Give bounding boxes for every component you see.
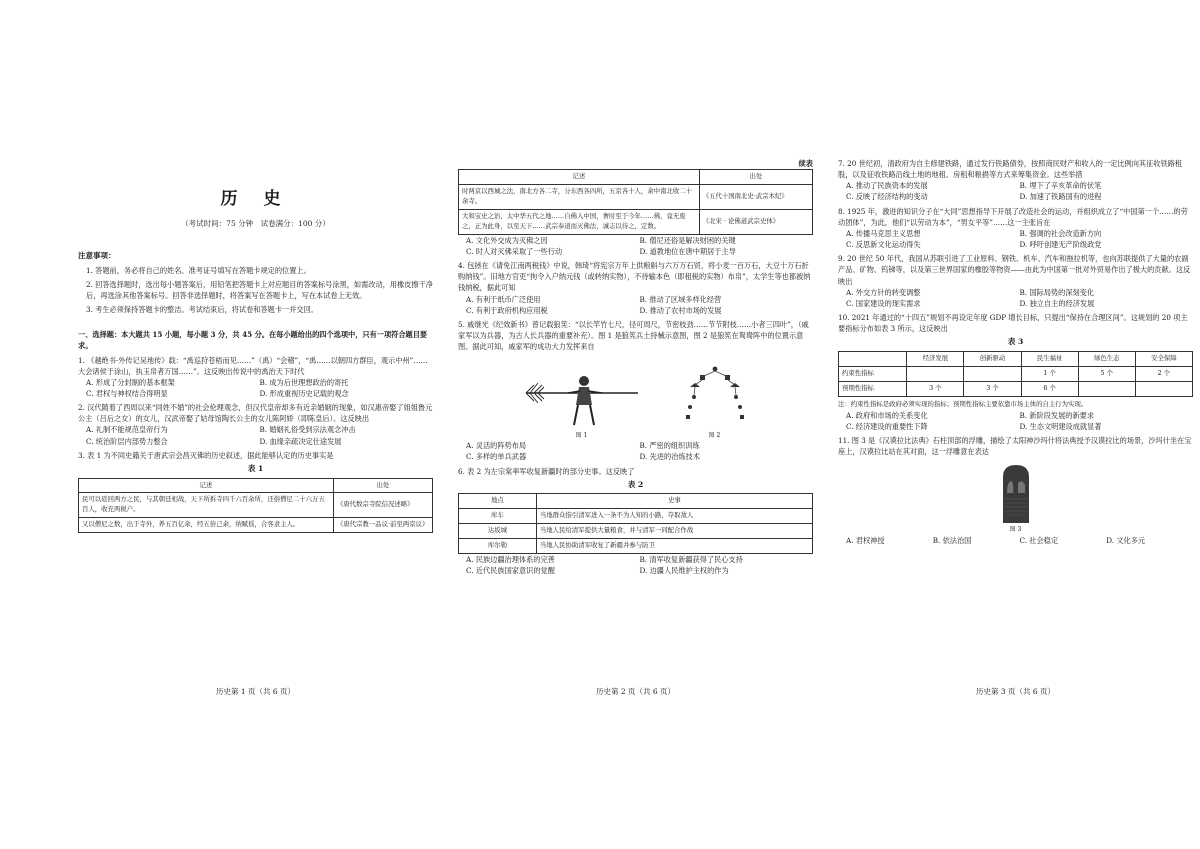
question-4-options: [458, 294, 813, 316]
option: B. 成为后世理想政治的寄托: [259, 377, 349, 387]
table-header-cell: 出处: [333, 478, 432, 493]
option: C. 君权与神权结合得明显: [86, 389, 168, 398]
exam-title: 历 史: [220, 189, 291, 209]
exam-page-1: [78, 158, 433, 698]
option: D. 呼吁创建无产阶级政党: [1019, 240, 1102, 250]
option: A. 形成了分封制的基本框架: [86, 377, 175, 387]
notice-item: 2. 回答选择题时，选出每小题答案后，用铅笔把答题卡上对应题目的答案标号涂黑，如需改动，用橡皮擦干净后，再选涂其他答案标号。回答非选择题时，将答案写在答题卡上，写在本试卷上无效。: [86, 279, 433, 300]
table-2: [458, 493, 813, 554]
exam-page-3: [838, 158, 1193, 698]
figure-1: [522, 367, 642, 440]
option: D. 独立自主的经济发展: [1019, 298, 1095, 308]
hammurabi-stele-image: [999, 463, 1033, 523]
table-continued-label: 续表: [798, 159, 813, 168]
question-8: 8. 1925 年，激进的知识分子在“大同”思想指导下开展了改造社会的运动，并组织成立了“中国第一个……的劳动团体”，为此，他们“以劳动为本”，“男女平等”……这一主张旨在: [838, 206, 1188, 227]
page-footer: 历史第 1 页（共 6 页）: [215, 687, 296, 697]
option: D. 文化多元: [1106, 535, 1146, 545]
table-row: [79, 518, 433, 533]
question-10-options: [838, 410, 1193, 432]
section-heading: 一、选择题：本大题共 15 小题，每小题 3 分，共 45 分。在每小题给出的四个选项中，只有一项符合题目要求。: [78, 330, 428, 351]
notice-heading: 注意事项：: [78, 250, 116, 260]
option: A. 灵活的阵势布局: [466, 441, 527, 451]
table-1: [78, 478, 433, 534]
table-1-continued: [458, 169, 813, 235]
table-header-cell: 记述: [459, 170, 700, 185]
notice-item: 3. 考生必须保持答题卡的整洁。考试结束后，将试卷和答题卡一并交回。: [86, 305, 318, 315]
table-row: [459, 539, 813, 554]
table-header-cell: 绿色生态: [1078, 351, 1135, 366]
mandarin-duck-formation-diagram: [680, 363, 750, 429]
question-7-options: [838, 180, 1193, 202]
table-cell: 时两京以西城之法，南北方各二寺，分东西各四所，五京各十人，余中南北收二十余寺。: [459, 185, 700, 210]
option: A. 礼制不能规范皇帝行为: [86, 425, 168, 435]
question-1-options: [78, 377, 433, 399]
question-11-options: [838, 535, 1193, 546]
option: A. 民族边疆治理体系的完善: [466, 555, 555, 565]
question-10: 10. 2021 年通过的“十四五”规划不再设定年度 GDP 增长目标，只提出“保持在合理区间”。这规划的 20 项主要指标分布如表 3 所示，这反映出: [838, 313, 1188, 334]
option: C. 多样的单兵武器: [466, 452, 527, 462]
option: B. 推动了区域多样化经营: [639, 294, 722, 304]
table-3-note: 注：约束性指标是政府必须实现的指标；预期性指标主要依靠市场主体的自主行为实现。: [838, 399, 1088, 408]
table-header-cell: 安全保障: [1135, 351, 1192, 366]
option: B. 婚姻礼俗受到宗法观念冲击: [259, 425, 356, 435]
table-cell: 又以僧尼之数，出于寺外，养五百亿余，经五倍己余，纳赋徭，合客隶主人。: [79, 518, 334, 533]
table-cell: [964, 366, 1021, 381]
question-3: 3. 表 1 为不同史籍关于唐武宗会昌灭佛的历史叙述，据此能够认定的历史事实是: [78, 450, 334, 460]
table-cell: 2 个: [1135, 366, 1192, 381]
option: A. 传播马克思主义思想: [846, 228, 921, 238]
question-9-options: [838, 287, 1193, 309]
table-cell: 当地群众指引清军进入一条不为人知的小路，夺取敌人: [536, 509, 812, 524]
option: A. 君权神授: [846, 535, 885, 545]
soldier-with-langxian-image: [522, 367, 642, 429]
table-cell: [1135, 381, 1192, 396]
option: B. 埋下了辛亥革命的伏笔: [1019, 181, 1102, 191]
table-cell: 5 个: [1078, 366, 1135, 381]
table-cell: 3 个: [907, 381, 964, 396]
option: C. 反思新文化运动得失: [846, 240, 921, 250]
table-cell: 6 个: [1021, 381, 1078, 396]
question-2: 2. 汉代随着了西周以来“同姓不婚”的社会伦理观念，但汉代皇帝却多有近亲婚姻的现象，如汉惠帝娶了姐姐鲁元公主（吕后之女）的女儿，汉武帝娶了姑母馆陶长公主的女儿陈阿娇（即陈皇后）。这反映出: [78, 403, 433, 424]
table-3-caption: 表 3: [1007, 337, 1024, 347]
table-1-caption: 表 1: [247, 463, 264, 473]
table-row: [459, 185, 813, 210]
option: A. 政府和市场的关系变化: [846, 410, 928, 420]
question-11: 11. 图 3 是《汉谟拉比法典》石柱顶部的浮雕，描绘了太阳神沙玛什将法典授予汉谟拉比的场景，沙玛什坐在宝座上，汉谟拉比站在其对面，这一浮雕意在表达: [838, 435, 1192, 457]
table-header-cell: 经济发展: [907, 351, 964, 366]
table-cell: 大和宝史之治，太中华五代之地……自佛入中国，奢时至于今年……佛，竟无废之，正为此身，以至天下……武宗奉道而灭佛法，诚志以待之，定数。: [459, 209, 700, 234]
question-4: 4. 包拯在《请免江南两税钱》中说，韩琦“将宪宗万年上供粮斛与六万万石贸，将小麦一百万石，大豆十万石折购纳钱”。旧地方官吏“拘令入户纳元钱（或转纳实物），不待输本色（即租税的实物）布帛”，太学生等也都被纳钱纳税，据此可知: [458, 261, 811, 293]
option: B. 清军收复新疆获得了民心支持: [639, 555, 743, 565]
table-cell: 预期性指标: [839, 381, 907, 396]
table-cell: 《北宋 · 论佛道武宗史体》: [699, 209, 812, 234]
option: C. 时人对灭佛采取了一些行动: [466, 246, 563, 256]
table-header-cell: 记述: [79, 478, 334, 493]
notice-list: [78, 265, 433, 316]
table-cell: 《唐代数宗寺院信况述略》: [333, 493, 432, 518]
option: C. 经济建设的重要性下降: [846, 421, 928, 431]
option: B. 严密的组织训练: [639, 441, 700, 451]
table-cell: 库车: [459, 509, 537, 524]
figure-3-caption: 图 3: [1009, 526, 1022, 534]
option: C. 社会稳定: [1019, 535, 1059, 545]
table-header-cell: 出处: [699, 170, 812, 185]
exam-subtitle: （考试时间：75 分钟 试卷满分：100 分）: [181, 219, 330, 229]
table-cell: 1 个: [1021, 366, 1078, 381]
option: A. 文化外交成为灭佛之因: [466, 235, 548, 245]
page-footer: 历史第 3 页（共 6 页）: [975, 687, 1056, 697]
page-footer: 历史第 2 页（共 6 页）: [595, 687, 676, 697]
question-1: 1. 《越绝书·外传记吴地传》载：“禹巡狩苍梧而见……”（禹）“会稽”，“禹……以朝四方群臣，观示中州”……大会诸侯于涂山，执玉帛者万国……”。这反映出传说中的禹治天下时代: [78, 355, 428, 376]
table-cell: 当地人民给清军提供大量粮食，并与清军一同配合作战: [536, 524, 812, 539]
option: B. 僧尼还俗是解决财困的关键: [639, 235, 736, 245]
table-header-cell: 地点: [459, 494, 537, 509]
table-header-cell: 民生福祉: [1021, 351, 1078, 366]
table-row: [459, 209, 813, 234]
exam-page-2: [458, 158, 813, 698]
option: D. 边疆人民维护主权的作为: [639, 566, 729, 576]
option: D. 形成重视历史记载的观念: [259, 389, 349, 398]
option: D. 推动了农村市场的发展: [639, 305, 722, 315]
table-cell: 库尔勒: [459, 539, 537, 554]
question-7: 7. 20 世纪初，清政府为自主修建铁路，通过发行铁路债券，按照商民财产和收入的一定比例向其征收铁路租股，以及征收铁路沿线土地的地租、房租和粮捐等方式来筹集资金。这些举措: [838, 159, 1183, 180]
option: C. 反映了经济结构的变动: [846, 192, 928, 202]
table-row: [839, 366, 1193, 381]
notice-item: 1. 答题前，务必将自己的姓名、准考证号填写在答题卡规定的位置上。: [86, 265, 311, 275]
option: A. 推动了民族资本的发展: [846, 181, 928, 191]
table-cell: 民可以返回两方之民，与其朝廷相战，天下所拆寺四千六百余所，还俗僧尼二十六万五百人，收充两税户。: [79, 493, 334, 518]
option: C. 统治阶层内部势力整合: [86, 436, 168, 446]
option: B. 依法治国: [932, 535, 972, 545]
question-6-options: [458, 554, 813, 576]
table-cell: 《五代十国南北史·武宗本纪》: [699, 185, 812, 210]
table-cell: 约束性指标: [839, 366, 907, 381]
table-header-cell: 创新驱动: [964, 351, 1021, 366]
question-8-options: [838, 228, 1193, 250]
figure-1-caption: 图 1: [575, 432, 588, 440]
table-cell: 当地人民协助清军收复了新疆并参与防卫: [536, 539, 812, 554]
figure-2-caption: 图 2: [708, 432, 721, 440]
option: D. 生态文明建设成就显著: [1019, 421, 1102, 431]
table-cell: 《唐代宗教一品议·前至两京议》: [333, 518, 432, 533]
option: C. 有利于政府机构应用税: [466, 305, 548, 315]
table-cell: 3 个: [964, 381, 1021, 396]
option: D. 先进的冶炼技术: [639, 452, 700, 462]
question-5: 5. 戚继光《纪效新书》曾记载狼筅：“以长竿竹七尺，径可周尺，节密枝劲……节节附枝……小者三四叶”，（戚家军以为兵器，为古人长兵器的重要补充）。图 1 是狼筅兵士持械示意图，图 2 是狼筅在鸳鸯阵中的位置示意图。据此可知，戚家军的成功大力发挥来自: [458, 319, 809, 352]
option: B. 新阶段发展的新要求: [1019, 410, 1095, 420]
question-6: 6. 表 2 为左宗棠率军收复新疆时的部分史事。这反映了: [458, 466, 635, 476]
figure-3: [838, 457, 1193, 534]
question-3-options: [458, 235, 813, 257]
option: D. 血缘亲疏决定仕途发展: [259, 436, 342, 446]
table-cell: [1078, 381, 1135, 396]
option: C. 国家建设的现实需求: [846, 298, 921, 308]
question-5-figures: [458, 356, 813, 440]
table-2-caption: 表 2: [627, 479, 644, 489]
option: A. 外交方针的转变调整: [846, 287, 921, 297]
table-header-cell: 史事: [536, 494, 812, 509]
question-2-options: [78, 424, 433, 446]
option: C. 近代民族国家意识的觉醒: [466, 566, 555, 576]
option: D. 加速了铁路国有的进程: [1019, 192, 1102, 202]
table-row: [459, 509, 813, 524]
table-row: [839, 381, 1193, 396]
question-9: 9. 20 世纪 50 年代，我国从苏联引进了工业原料、钢铁、机车、汽车和拖拉机等，也向苏联提供了大量的农副产品、矿物、钨锑等，以及第三世界国家的橡胶等物资——由此为中国第一批对外贸易作出了极大的贡献。这反映出: [838, 254, 1191, 286]
option: D. 道教地位在唐中期居于主导: [639, 246, 736, 256]
table-cell: [907, 366, 964, 381]
option: B. 国际局势的深刻变化: [1019, 287, 1095, 297]
table-header-cell: [839, 351, 907, 366]
question-5-options: [458, 440, 813, 462]
figure-2: [680, 363, 750, 440]
table-3: [838, 351, 1193, 397]
option: B. 强调的社会改造新方向: [1019, 228, 1102, 238]
table-row: [79, 493, 433, 518]
table-cell: 达坂城: [459, 524, 537, 539]
table-row: [459, 524, 813, 539]
option: A. 有利于纸币广泛使用: [466, 294, 541, 304]
